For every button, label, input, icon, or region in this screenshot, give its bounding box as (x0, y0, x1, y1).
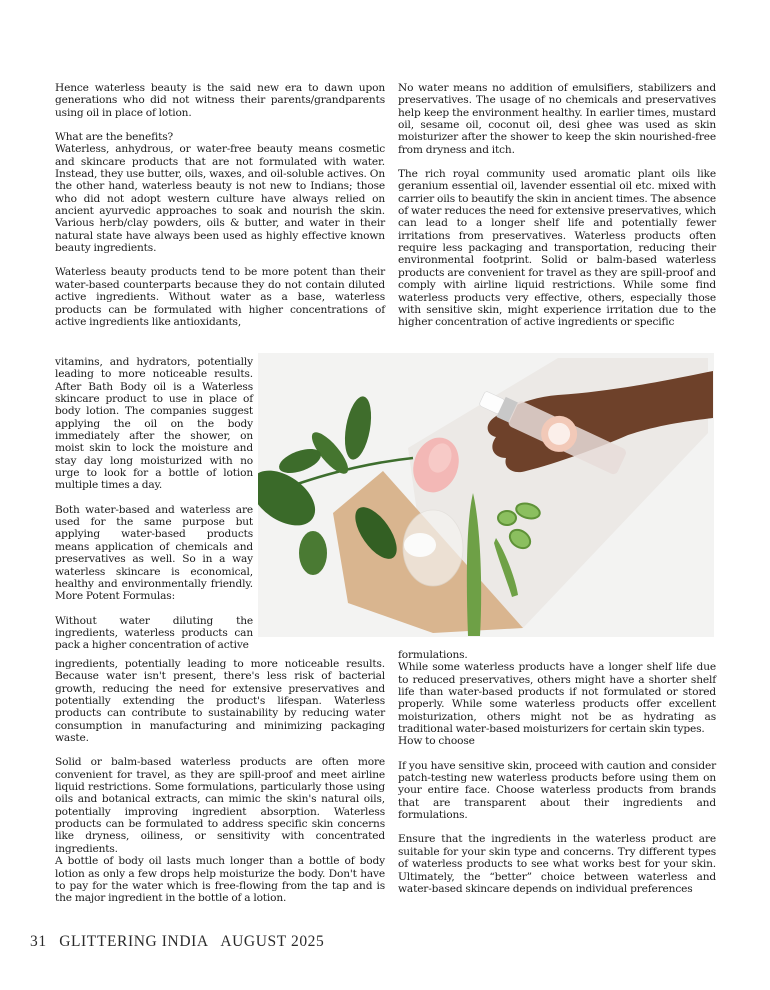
right-column-top (398, 82, 716, 329)
left-column-wrap (55, 356, 253, 652)
paragraph: Ensure that the ingredients in the waterless product are suitable for your skin type and concerns. Try different types of waterless products to see what works best for your skin. Ultimately, the “better” choice between waterless and water-based skincare depends on individual preferences (398, 833, 716, 895)
right-column-bottom (398, 649, 716, 895)
page-footer (30, 933, 332, 951)
paragraph: vitamins, and hydrators, potentially leading to more noticeable results. After Bath Body oil is a Waterless skincare product to use in place of body lotion. The companies suggest applying the oil on the body immediately after the shower, on moist skin to lock the moisture and stay day long moisturized with no urge to look for a bottle of lotion multiple times a day. (55, 356, 253, 492)
paragraph: A bottle of body oil lasts much longer than a bottle of body lotion as only a few drops help moisturize the body. Don't have to pay for the water which is free-flowing from the tap and is the major ingredient in the bottle of a lotion. (55, 855, 385, 905)
paragraph: While some waterless products have a longer shelf life due to reduced preservatives, others might have a shorter shelf life than water-based products if not formulated or stored properly. While some waterless products offer excellent moisturization, others might not be as hydrating as traditional water-based moisturizers for certain skin types. (398, 661, 716, 736)
issue-date: AUGUST 2025 (220, 933, 325, 950)
leaf (299, 531, 327, 575)
paragraph: formulations. (398, 649, 468, 661)
page-number: 31 (30, 933, 47, 950)
paragraph: No water means no addition of emulsifiers, stabilizers and preservatives. The usage of no chemicals and preservatives help keep the environment healthy. In earlier times, mustard oil, sesame oil, coconut oil, desi ghee was used as skin moisturizer after the shower to keep the skin nourished-free from dryness and itch. (398, 82, 716, 156)
left-column-bottom (55, 658, 385, 905)
paragraph: Both water-based and waterless are used for the same purpose but applying water-based products means application of chemicals and preservatives as well. So in a way waterless skincare is economical, healthy and environmentally friendly. More Potent Formulas: (55, 503, 253, 603)
paragraph: Waterless beauty products tend to be more potent than their water-based counterparts because they do not contain diluted active ingredients. Without water as a base, waterless products can be formulated with higher concentrations of active ingredients like antioxidants, (55, 266, 385, 328)
paragraph: Waterless, anhydrous, or water-free beauty means cosmetic and skincare products that are not formulated with water. Instead, they use butter, oils, waxes, and oil-soluble actives. On the other hand, waterless beauty is not new to Indians; those who did not adopt western culture have always relied on ancient ayurvedic approaches to soak and nourish the skin. Various herb/clay powders, oils & butter, and water in their natural state have always been used as highly effective known beauty ingredients. (55, 143, 385, 255)
paragraph: ingredients, potentially leading to more noticeable results. Because water isn't present, there's less risk of bacterial growth, reducing the need for extensive preservatives and potentially extending the product's lifespan. Waterless products can contribute to sustainability by reducing water consumption in manufacturing and minimizing packaging waste. (55, 658, 385, 745)
paragraph: Solid or balm-based waterless products are often more convenient for travel, as they are spill-proof and meet airline liquid restrictions. Some formulations, particularly those using oils and botanical extracts, can mimic the skin's natural oils, potentially improving ingredient absorption. Waterless products can be formulated to address specific skin concerns like dryness, oiliness, or sensitivity with concentrated ingredients. (55, 756, 385, 855)
paragraph: Hence waterless beauty is the said new era to dawn upon generations who did not witness their parents/grandparents using oil in place of lotion. (55, 82, 385, 119)
left-column-top (55, 82, 385, 328)
photo-illustration (258, 353, 714, 637)
publication-name: GLITTERING INDIA (59, 933, 209, 950)
salt-pile (404, 533, 436, 557)
paragraph: Without water diluting the ingredients, waterless products can pack a higher concentration of active (55, 614, 253, 652)
article-photo (258, 353, 714, 637)
subheading-benefits: What are the benefits? (55, 131, 174, 144)
paragraph: The rich royal community used aromatic plant oils like geranium essential oil, lavender essential oil etc. mixed with carrier oils to beautify the skin in ancient times. The absence of water reduces the need for extensive preservatives, which can lead to a longer shelf life and potentially fewer irritations from preservatives. Waterless products often require less packaging and transportation, reducing their environmental footprint. Solid or balm-based waterless products are convenient for travel as they are spill-proof and comply with airline liquid restrictions. While some find waterless products very effective, others, especially those with sensitive skin, might experience irritation due to the higher concentration of active ingredients or specific (398, 168, 716, 329)
subheading-how-to-choose: How to choose (398, 735, 475, 748)
aloe-slice (498, 511, 516, 525)
paragraph: If you have sensitive skin, proceed with caution and consider patch-testing new waterless products before using them on your entire face. Choose waterless products from brands that are transparent about their ingredients and formulations. (398, 759, 716, 822)
